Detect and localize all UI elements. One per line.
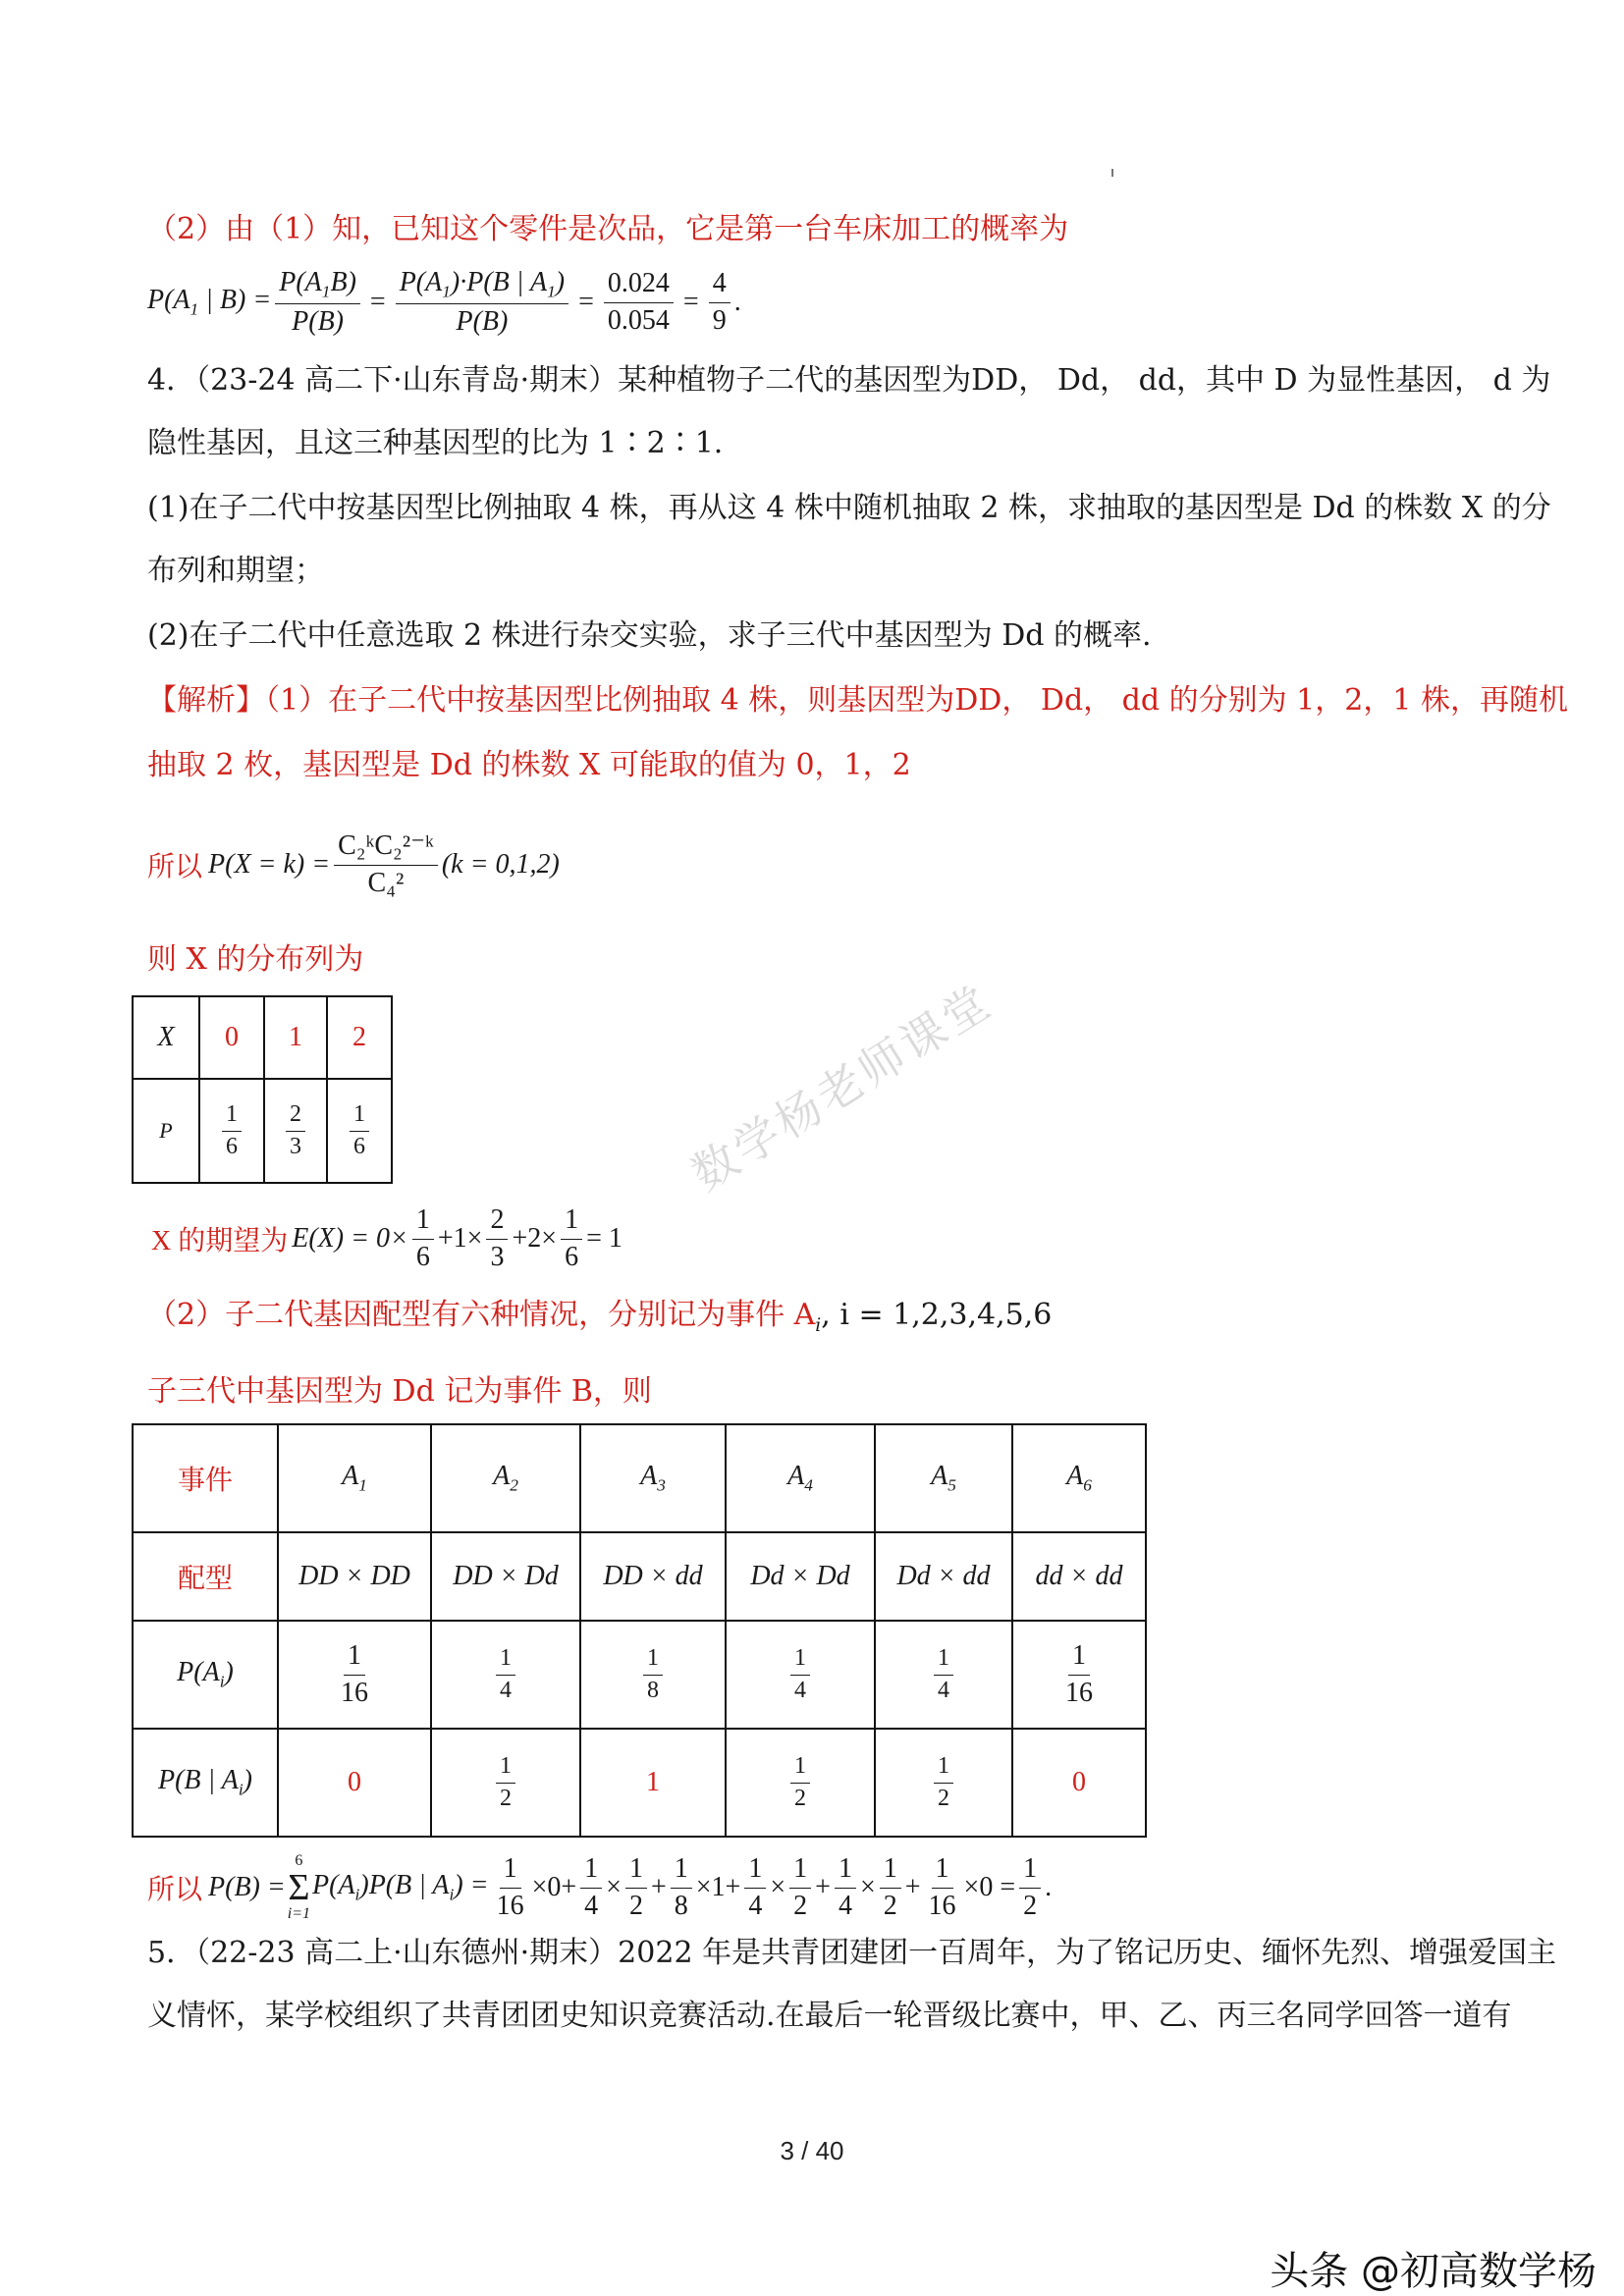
part2-line: （2）子二代基因配型有六种情况，分别记为事件 $A_i$, i = 1,2,3,4,5,6 [147, 1298, 1053, 1336]
table-cell: $P(A_i)$ [133, 1621, 278, 1729]
pmf-formula: 所以 P(X = k) = $\frac{\text{C₂ᵏC₂²⁻ᵏ}}{\text{C₄²}}$ (k = 0,1,2) [147, 830, 560, 898]
table-cell: $\frac{1}{6}$ [327, 1079, 392, 1183]
table-cell: $A_6$ [1012, 1424, 1146, 1532]
fraction-term: $\frac{1}{8}$ [671, 1853, 692, 1921]
table-cell: 1 [580, 1729, 726, 1837]
table-row [133, 1729, 1146, 1837]
table-cell: 事件 [133, 1424, 278, 1532]
table-row [133, 996, 392, 1079]
table-row [133, 1079, 392, 1183]
q5-line2: 义情怀，某学校组织了共青团团史知识竞赛活动.在最后一轮晋级比赛中，甲、乙、丙三名同学回答一道有 [147, 1999, 1512, 2033]
table-cell: $\frac{2}{3}$ [264, 1079, 327, 1183]
fraction-term: $\frac{1}{16}$ [496, 1853, 524, 1921]
operator: . [1045, 1872, 1053, 1902]
table-cell: Dd × Dd [726, 1532, 875, 1621]
table-cell: 0 [199, 996, 264, 1079]
event-line: 子三代中基因型为 Dd 记为事件 B，则 [147, 1374, 652, 1409]
q4-line1: 4．（23-24 高二下·山东青岛·期末）某种植物子二代的基因型为DD， Dd， dd，其中 D 为显性基因， d 为 [147, 363, 1551, 398]
table-cell: 0 [1012, 1729, 1146, 1837]
fraction-2: $\frac{P(A_1)\cdot P(B | A_1)}{P(B)}$ [396, 267, 568, 339]
table-row [133, 1424, 1146, 1532]
table-cell: Dd × dd [875, 1532, 1012, 1621]
table-cell: $\frac{1}{8}$ [580, 1621, 726, 1729]
operator: + [650, 1872, 667, 1902]
table-cell: $\frac{1}{4}$ [875, 1621, 1012, 1729]
summation-sign: 6 Σ i=1 [287, 1852, 311, 1922]
fraction-term: $\frac{1}{2}$ [1019, 1853, 1041, 1921]
table-cell: $\frac{1}{2}$ [726, 1729, 875, 1837]
table-cell: $\frac{1}{2}$ [431, 1729, 580, 1837]
expectation-formula: X 的期望为 E(X) = 0× $\frac{1}{6}$ +1× $\frac{2}{3}$ +2× $\frac{1}{6}$ = 1 [151, 1204, 623, 1272]
operator: × [859, 1872, 876, 1902]
q3-part2-formula: $P(A_1$ | B) = $\frac{P(A_1B)}{P(B)}$ = $\frac{P(A_1)\cdot P(B | A_1)}{P(B)}$ = $\frac{0.024}{0.054}$ = $\frac{4}{9}$ . [147, 266, 741, 338]
operator: × [606, 1872, 622, 1902]
table-cell: X [133, 996, 199, 1079]
table-cell: 2 [327, 996, 392, 1079]
operator: + [815, 1872, 831, 1902]
table-cell: DD × DD [278, 1532, 431, 1621]
table-cell: $\frac{1}{16}$ [278, 1621, 431, 1729]
table-cell: $\frac{1}{16}$ [1012, 1621, 1146, 1729]
table-cell: $A_1$ [278, 1424, 431, 1532]
page-number: 3 / 40 [780, 2136, 844, 2165]
fraction-4: $\frac{4}{9}$ [709, 268, 731, 336]
q4-line4: 布列和期望； [147, 554, 324, 588]
q4-line2: 隐性基因，且这三种基因型的比为 1∶2∶1. [147, 426, 724, 460]
pmf-fraction: $\frac{\text{C₂ᵏC₂²⁻ᵏ}}{\text{C₄²}}$ [334, 830, 438, 898]
table-cell: $\frac{1}{2}$ [875, 1729, 1012, 1837]
fraction-term: $\frac{1}{4}$ [580, 1853, 602, 1921]
fraction-term: $\frac{1}{4}$ [744, 1853, 766, 1921]
solution-line1: 【解析】（1）在子二代中按基因型比例抽取 4 株，则基因型为DD， Dd， dd 的分别为 1，2，1 株，再随机 [147, 683, 1568, 718]
watermark: 数学杨老师课堂 [681, 974, 1002, 1201]
formula-lhs: $P(A_1$ | B) = [147, 285, 272, 319]
table-row [133, 1621, 1146, 1729]
final-formula: 所以 P(B) = 6 Σ i=1 $P(A_i)P(B$ | $A_i$) = $\frac{1}{16}$ ×0+ $\frac{1}{4}$ × $\frac{1}{2}$ + $\frac{1}{8}$ ×1+ $\frac{1}{4}$ × $\frac{1}{2}$ + $\frac{1}{4}$ × $\frac{1}{2}$ + $\frac{1}{16}$ ×0 = $\frac{1}{2}$ . [147, 1852, 1053, 1922]
brand-watermark: 头条 @初高数学杨 [1270, 2249, 1597, 2294]
fraction-term: $\frac{1}{2}$ [880, 1853, 901, 1921]
operator: ×0+ [531, 1872, 577, 1902]
table-cell: 配型 [133, 1532, 278, 1621]
table-cell: $\frac{1}{6}$ [199, 1079, 264, 1183]
solution-tag: 【解析】 [147, 683, 265, 718]
event-table [132, 1423, 1147, 1838]
operator: + [904, 1872, 921, 1902]
q4-line5: (2)在子二代中任意选取 2 株进行杂交实验，求子三代中基因型为 Dd 的概率. [147, 618, 1152, 653]
fraction-term: $\frac{1}{2}$ [625, 1853, 647, 1921]
operator: ×1+ [695, 1872, 741, 1902]
table-cell: P [133, 1079, 199, 1183]
table-cell: $A_4$ [726, 1424, 875, 1532]
table-cell: dd × dd [1012, 1532, 1146, 1621]
operator: ×0 = [963, 1872, 1016, 1902]
table-row [133, 1532, 1146, 1621]
q3-part2-intro: （2）由（1）知，已知这个零件是次品，它是第一台车床加工的概率为 [147, 212, 1069, 246]
q5-line1: 5．（22-23 高二上·山东德州·期末）2022 年是共青团建团一百周年，为了铭记历史、缅怀先烈、增强爱国主 [147, 1936, 1557, 1970]
operator: × [770, 1872, 786, 1902]
table-cell: $\frac{1}{4}$ [726, 1621, 875, 1729]
table-cell: DD × dd [580, 1532, 726, 1621]
distribution-intro: 则 X 的分布列为 [147, 942, 364, 977]
table-cell: 0 [278, 1729, 431, 1837]
fraction-term: $\frac{1}{4}$ [835, 1853, 856, 1921]
fraction-term: $\frac{1}{16}$ [928, 1853, 956, 1921]
table-cell: $A_5$ [875, 1424, 1012, 1532]
solution-line2: 抽取 2 枚，基因型是 Dd 的株数 X 可能取的值为 0，1，2 [147, 748, 911, 782]
distribution-table [132, 995, 393, 1184]
table-cell: P(B | $A_i$) [133, 1729, 278, 1837]
fraction-1: $\frac{P(A_1B)}{P(B)}$ [275, 267, 360, 339]
table-cell: 1 [264, 996, 327, 1079]
q4-line3: (1)在子二代中按基因型比例抽取 4 株，再从这 4 株中随机抽取 2 株，求抽取的基因型是 Dd 的株数 X 的分 [147, 491, 1551, 525]
fraction-3: $\frac{0.024}{0.054}$ [604, 268, 674, 336]
table-cell: $A_3$ [580, 1424, 726, 1532]
table-cell: DD × Dd [431, 1532, 580, 1621]
final-terms [489, 1853, 1053, 1921]
fraction-term: $\frac{1}{2}$ [789, 1853, 811, 1921]
scan-mark [1111, 169, 1113, 177]
table-cell: $\frac{1}{4}$ [431, 1621, 580, 1729]
table-cell: $A_2$ [431, 1424, 580, 1532]
